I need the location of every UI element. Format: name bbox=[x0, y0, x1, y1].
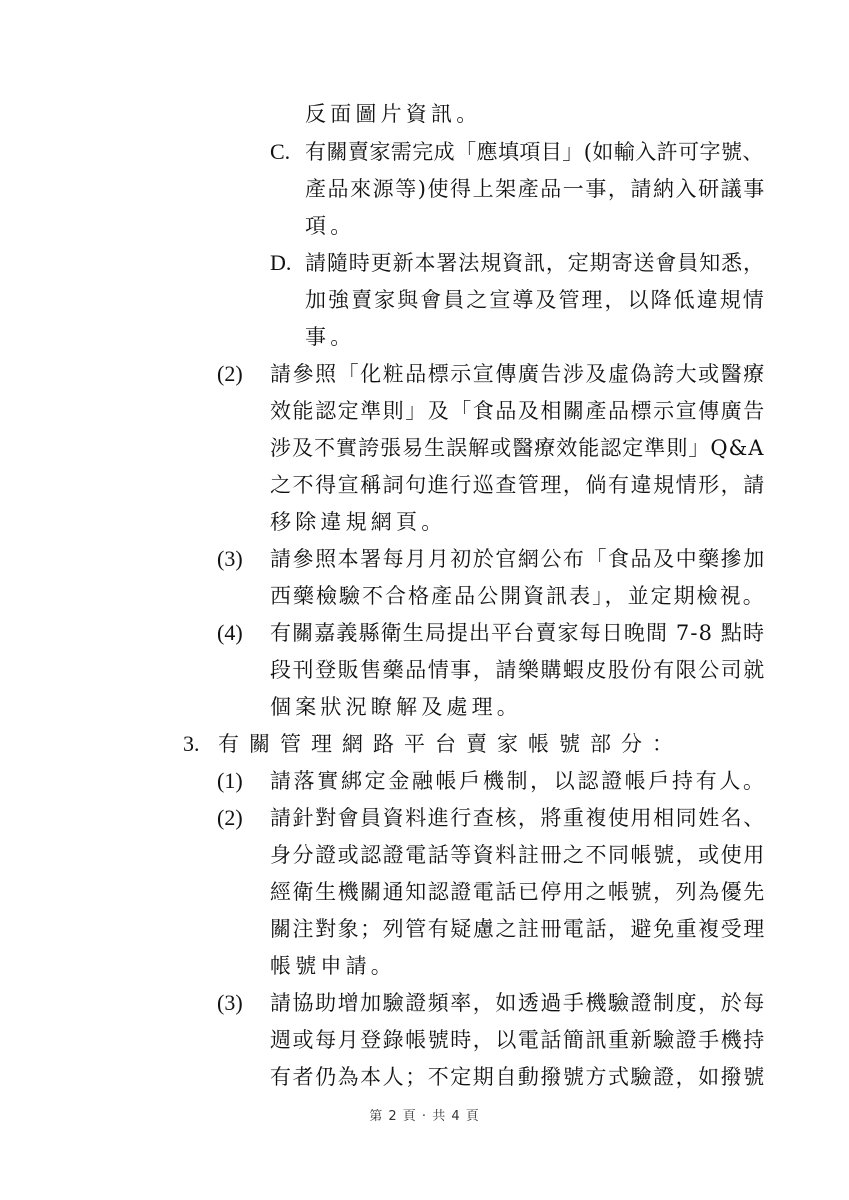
section-3-item-2-line-1: 請針對會員資料進行查核，將重複使用相同姓名、 bbox=[270, 806, 766, 830]
section-3-item-1-label: (1) bbox=[217, 768, 243, 793]
section-3-heading: 有關管理網路平台賣家帳號部分： bbox=[218, 732, 683, 756]
item-c-label: C. bbox=[270, 139, 291, 164]
item-3-label: (3) bbox=[217, 546, 243, 571]
item-2-line-3: 涉及不實誇張易生誤解或醫療效能認定準則」Q&A bbox=[270, 436, 765, 460]
item-c-line-1: 有關賣家需完成「應填項目」(如輸入許可字號、 bbox=[305, 140, 764, 164]
section-3-item-2-line-2: 身分證或認證電話等資料註冊之不同帳號，或使用 bbox=[270, 843, 766, 867]
item-2-line-1: 請參照「化粧品標示宣傳廣告涉及虛偽誇大或醫療 bbox=[270, 362, 766, 386]
section-3-item-3-label: (3) bbox=[217, 990, 243, 1015]
item-3-line-2: 西藥檢驗不合格產品公開資訊表」，並定期檢視。 bbox=[270, 584, 766, 608]
item-b-continuation-line-1: 反面圖片資訊。 bbox=[305, 102, 482, 126]
item-4-line-2: 段刊登販售藥品情事，請樂購蝦皮股份有限公司就 bbox=[270, 658, 766, 682]
item-d-line-3: 事。 bbox=[305, 325, 356, 349]
section-3-item-2-label: (2) bbox=[217, 805, 243, 830]
item-3-line-1: 請參照本署每月月初於官網公布「食品及中藥摻加 bbox=[270, 547, 766, 571]
page-number-footer: 第 2 頁 · 共 4 頁 bbox=[369, 1109, 480, 1124]
item-2-line-5: 移除違規網頁。 bbox=[270, 510, 447, 534]
item-4-label: (4) bbox=[217, 620, 243, 645]
section-3-item-2-line-3: 經衛生機關通知認證電話已停用之帳號，列為優先 bbox=[270, 880, 766, 904]
item-2-label: (2) bbox=[217, 361, 243, 386]
item-c-line-3: 項。 bbox=[305, 214, 356, 238]
item-d-line-2: 加強賣家與會員之宣導及管理，以降低違規情 bbox=[305, 288, 766, 312]
item-4-line-1: 有關嘉義縣衛生局提出平台賣家每日晚間 7-8 點時 bbox=[270, 621, 766, 645]
section-3-item-3-line-3: 有者仍為本人；不定期自動撥號方式驗證，如撥號 bbox=[270, 1065, 766, 1089]
item-c-line-2: 產品來源等)使得上架產品一事，請納入研議事 bbox=[305, 177, 766, 201]
section-3-label: 3. bbox=[183, 731, 200, 756]
item-2-line-4: 之不得宣稱詞句進行巡查管理，倘有違規情形，請 bbox=[270, 473, 766, 497]
item-d-line-1: 請隨時更新本署法規資訊，定期寄送會員知悉， bbox=[305, 251, 765, 275]
item-2-line-2: 效能認定準則」及「食品及相關產品標示宣傳廣告 bbox=[270, 399, 766, 423]
item-4-line-3: 個案狀況瞭解及處理。 bbox=[270, 695, 522, 719]
item-d-label: D. bbox=[270, 250, 292, 275]
section-3-item-2-line-5: 帳號申請。 bbox=[270, 954, 396, 978]
section-3-item-3-line-1: 請協助增加驗證頻率，如透過手機驗證制度，於每 bbox=[270, 991, 766, 1015]
section-3-item-3-line-2: 週或每月登錄帳號時，以電話簡訊重新驗證手機持 bbox=[270, 1028, 766, 1052]
section-3-item-2-line-4: 關注對象；列管有疑慮之註冊電話，避免重複受理 bbox=[270, 917, 766, 941]
section-3-item-1-line-1: 請落實綁定金融帳戶機制，以認證帳戶持有人。 bbox=[270, 769, 767, 793]
